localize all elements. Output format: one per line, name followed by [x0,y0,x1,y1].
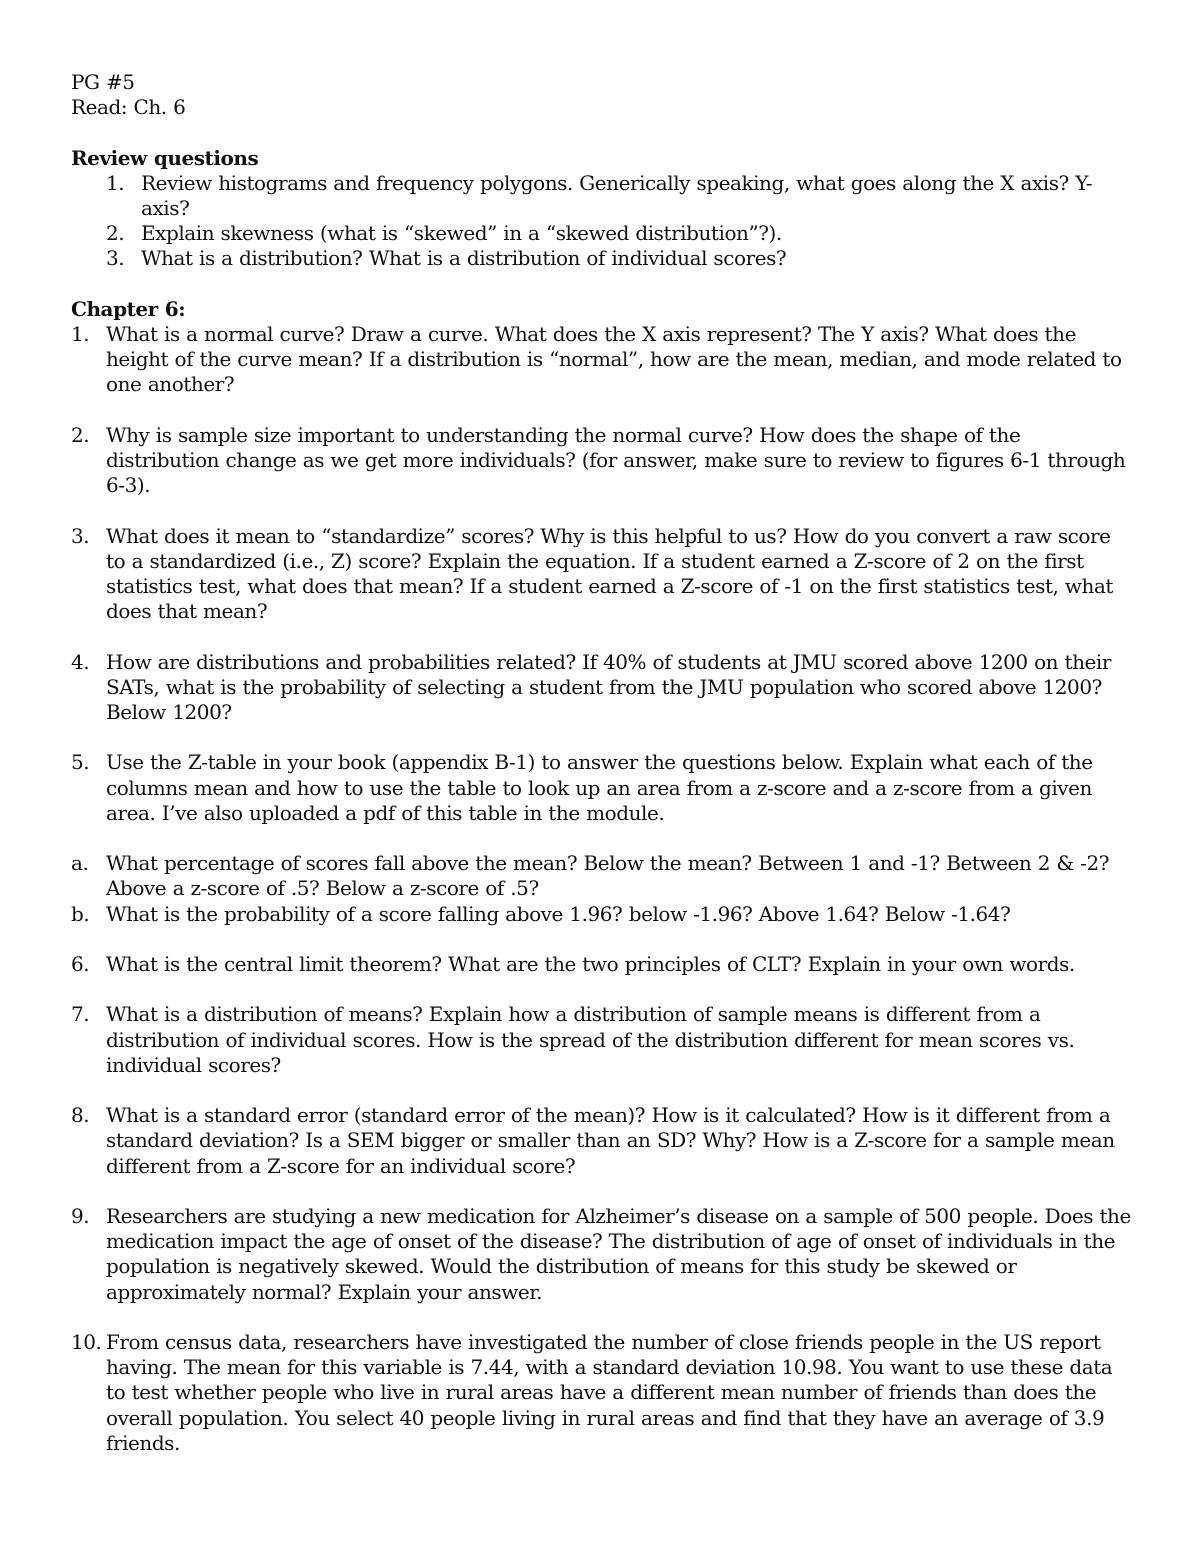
spacer [71,1078,1136,1103]
review-item-3 [71,246,1136,271]
chapter-question-4 [71,650,1136,726]
assignment-number: PG #5 [71,70,135,94]
review-item-text: Explain skewness (what is “skewed” in a “skewed distribution”?). [141,221,782,246]
question-text: How are distributions and probabilities related? If 40% of students at JMU scored above 1200 on their SATs, what is the probability of selecting a student from the JMU population who scored above 1200? Below 1200? [106,649,1111,724]
question-text: What is the central limit theorem? What are the two principles of CLT? Explain in your own words. [106,951,1075,976]
question-text: What is a standard error (standard error of the mean)? How is it calculated? How is it different from a standard deviation? Is a SEM bigger or smaller than an SD? Why? How is a Z-score for a sample mean different from a Z-score for an individual score? [106,1103,1115,1178]
chapter-question-7 [71,1002,1136,1078]
question-text: Why is sample size important to understanding the normal curve? How does the shape of the distribution change as we get more individuals? (for answer, make sure to review to figures 6-1 through 6-3). [106,422,1126,498]
question-letter: a. [71,851,89,876]
chapter-question-3 [71,524,1136,625]
chapter-subquestion-a [71,851,1136,901]
chapter-question-9 [71,1204,1136,1305]
chapter-question-1 [71,322,1136,398]
review-item-2 [71,221,1136,246]
question-number: 1. [71,322,90,346]
question-text: What is a normal curve? Draw a curve. What does the X axis represent? The Y axis? What does the height of the curve mean? If a distribution is “normal”, how are the mean, median, and mode related to one another? [106,322,1122,397]
spacer [71,1305,1136,1330]
chapter-question-2 [71,423,1136,499]
spacer [71,927,1136,952]
chapter-question-6 [71,952,1136,977]
chapter-question-5 [71,750,1136,826]
document-page [71,70,1136,1456]
spacer [71,977,1136,1002]
chapter-question-8 [71,1103,1136,1179]
review-questions-heading: Review questions [71,145,259,170]
review-item-text: What is a distribution? What is a distribution of individual scores? [141,246,787,271]
spacer [71,624,1136,649]
question-text: What percentage of scores fall above the mean? Below the mean? Between 1 and -1? Between 2 & -2? Above a z-score of .5? Below a z-score of .5? [106,851,1109,901]
question-number: 6. [71,951,90,976]
spacer [71,498,1136,523]
question-text: Researchers are studying a new medication for Alzheimer’s disease on a sample of 500 people. Does the medication impact the age of onset of the disease? The distribution of age of onset of individuals in the population is negatively skewed. Would the distribution of means for this study be skewed or approximately normal? Explain your answer. [106,1203,1131,1304]
question-number: 10. [71,1329,102,1354]
question-text: What is a distribution of means? Explain how a distribution of sample means is different from a distribution of individual scores. How is the spread of the distribution different for mean scores vs. individual scores? [106,1002,1075,1077]
review-item-text: Review histograms and frequency polygons. Generically speaking, what goes along the X axis? Y-axis? [141,170,1093,220]
question-number: 9. [71,1203,90,1228]
question-number: 3. [71,523,90,548]
spacer [71,120,1136,145]
question-number: 4. [71,649,90,674]
chapter-6-heading: Chapter 6: [71,296,186,321]
spacer [71,826,1136,851]
spacer [71,398,1136,423]
question-text: From census data, researchers have investigated the number of close friends people in the US report having. The mean for this variable is 7.44, with a standard deviation 10.98. You want to use these data to test whether people who live in rural areas have a different mean number of friends than does the overall population. You select 40 people living in rural areas and find that they have an average of 3.9 friends. [106,1329,1113,1455]
chapter-question-10 [71,1330,1136,1456]
question-letter: b. [71,901,90,926]
chapter-subquestion-b [71,902,1136,927]
question-text: What does it mean to “standardize” scores? Why is this helpful to us? How do you convert a raw score to a standardized (i.e., Z) score? Explain the equation. If a student earned a Z-score of 2 on the first statistics test, what does that mean? If a student earned a Z-score of -1 on the first statistics test, what does that mean? [106,523,1114,624]
spacer [71,725,1136,750]
question-number: 2. [71,422,90,447]
reading-assignment: Read: Ch. 6 [71,95,186,120]
question-text: Use the Z-table in your book (appendix B-1) to answer the questions below. Explain what each of the columns mean and how to use the table to look up an area from a z-score and a z-score from a given area. I’ve also uploaded a pdf of this table in the module. [106,750,1093,825]
review-item-number: 1. [106,170,125,195]
review-questions-list [71,171,1136,272]
question-text: What is the probability of a score falling above 1.96? below -1.96? Above 1.64? Below -1.64? [106,901,1011,926]
review-item-1 [71,171,1136,221]
spacer [71,1179,1136,1204]
question-number: 7. [71,1002,90,1027]
question-number: 8. [71,1103,90,1128]
question-number: 5. [71,750,90,775]
review-item-number: 2. [106,221,125,246]
spacer [71,272,1136,297]
review-item-number: 3. [106,246,125,271]
